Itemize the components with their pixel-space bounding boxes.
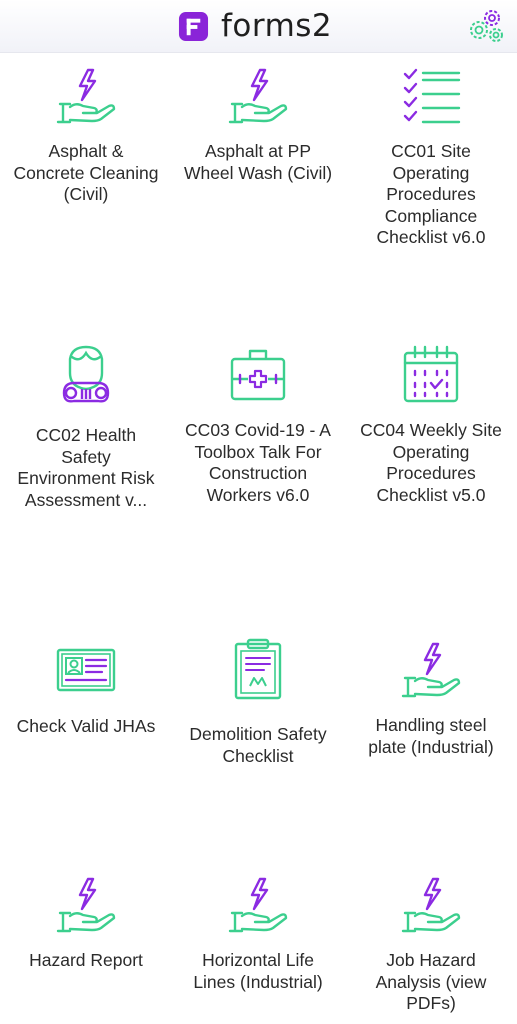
hand-lightning-icon (226, 64, 290, 128)
forms2-logo-icon (178, 11, 209, 42)
form-tile[interactable] (172, 638, 344, 767)
logo-text: forms2 (221, 8, 333, 44)
form-tile[interactable] (172, 343, 344, 506)
form-tile-label: CC03 Covid-19 - A Toolbox Talk For Construction Workers v6.0 (185, 420, 331, 505)
form-tile-label: Check Valid JHAs (16, 716, 156, 736)
form-tile-label: Demolition Safety Checklist (189, 724, 327, 766)
form-tile[interactable] (172, 873, 344, 993)
form-tile-label: Job Hazard Analysis (view PDFs) (375, 950, 487, 1013)
hand-lightning-icon (399, 873, 463, 937)
first-aid-kit-icon (226, 343, 290, 407)
form-tile[interactable] (345, 638, 517, 758)
checklist-icon (399, 64, 463, 128)
hand-lightning-icon (54, 64, 118, 128)
form-tile[interactable] (0, 638, 172, 738)
form-tile[interactable] (345, 64, 517, 249)
clipboard-document-icon (226, 638, 290, 702)
app-header (0, 0, 517, 53)
hand-lightning-icon (226, 873, 290, 937)
form-tile-label: CC02 Health Safety Environment Risk Assessment v... (17, 425, 155, 510)
form-tile[interactable] (0, 343, 172, 511)
form-tile-label: Asphalt & Concrete Cleaning (Civil) (13, 141, 159, 204)
gears-icon[interactable] (466, 7, 506, 47)
form-tile[interactable] (172, 64, 344, 184)
hand-lightning-icon (399, 638, 463, 702)
form-tile-label: CC01 Site Operating Procedures Compliance Checklist v6.0 (376, 141, 486, 247)
form-tile[interactable] (0, 873, 172, 972)
form-tile-label: Handling steel plate (Industrial) (368, 715, 494, 757)
form-tile-label: CC04 Weekly Site Operating Procedures Checklist v5.0 (360, 420, 502, 505)
respirator-mask-icon (54, 343, 118, 407)
calendar-icon (399, 343, 463, 407)
form-tile[interactable] (345, 343, 517, 506)
id-card-icon (54, 638, 118, 702)
app-logo (178, 8, 332, 44)
form-tile-label: Hazard Report (29, 950, 143, 970)
form-tile-label: Horizontal Life Lines (Industrial) (193, 950, 323, 992)
hand-lightning-icon (54, 873, 118, 937)
form-tile[interactable] (0, 64, 172, 206)
form-tile[interactable] (345, 873, 517, 1015)
form-tile-label: Asphalt at PP Wheel Wash (Civil) (183, 141, 333, 183)
